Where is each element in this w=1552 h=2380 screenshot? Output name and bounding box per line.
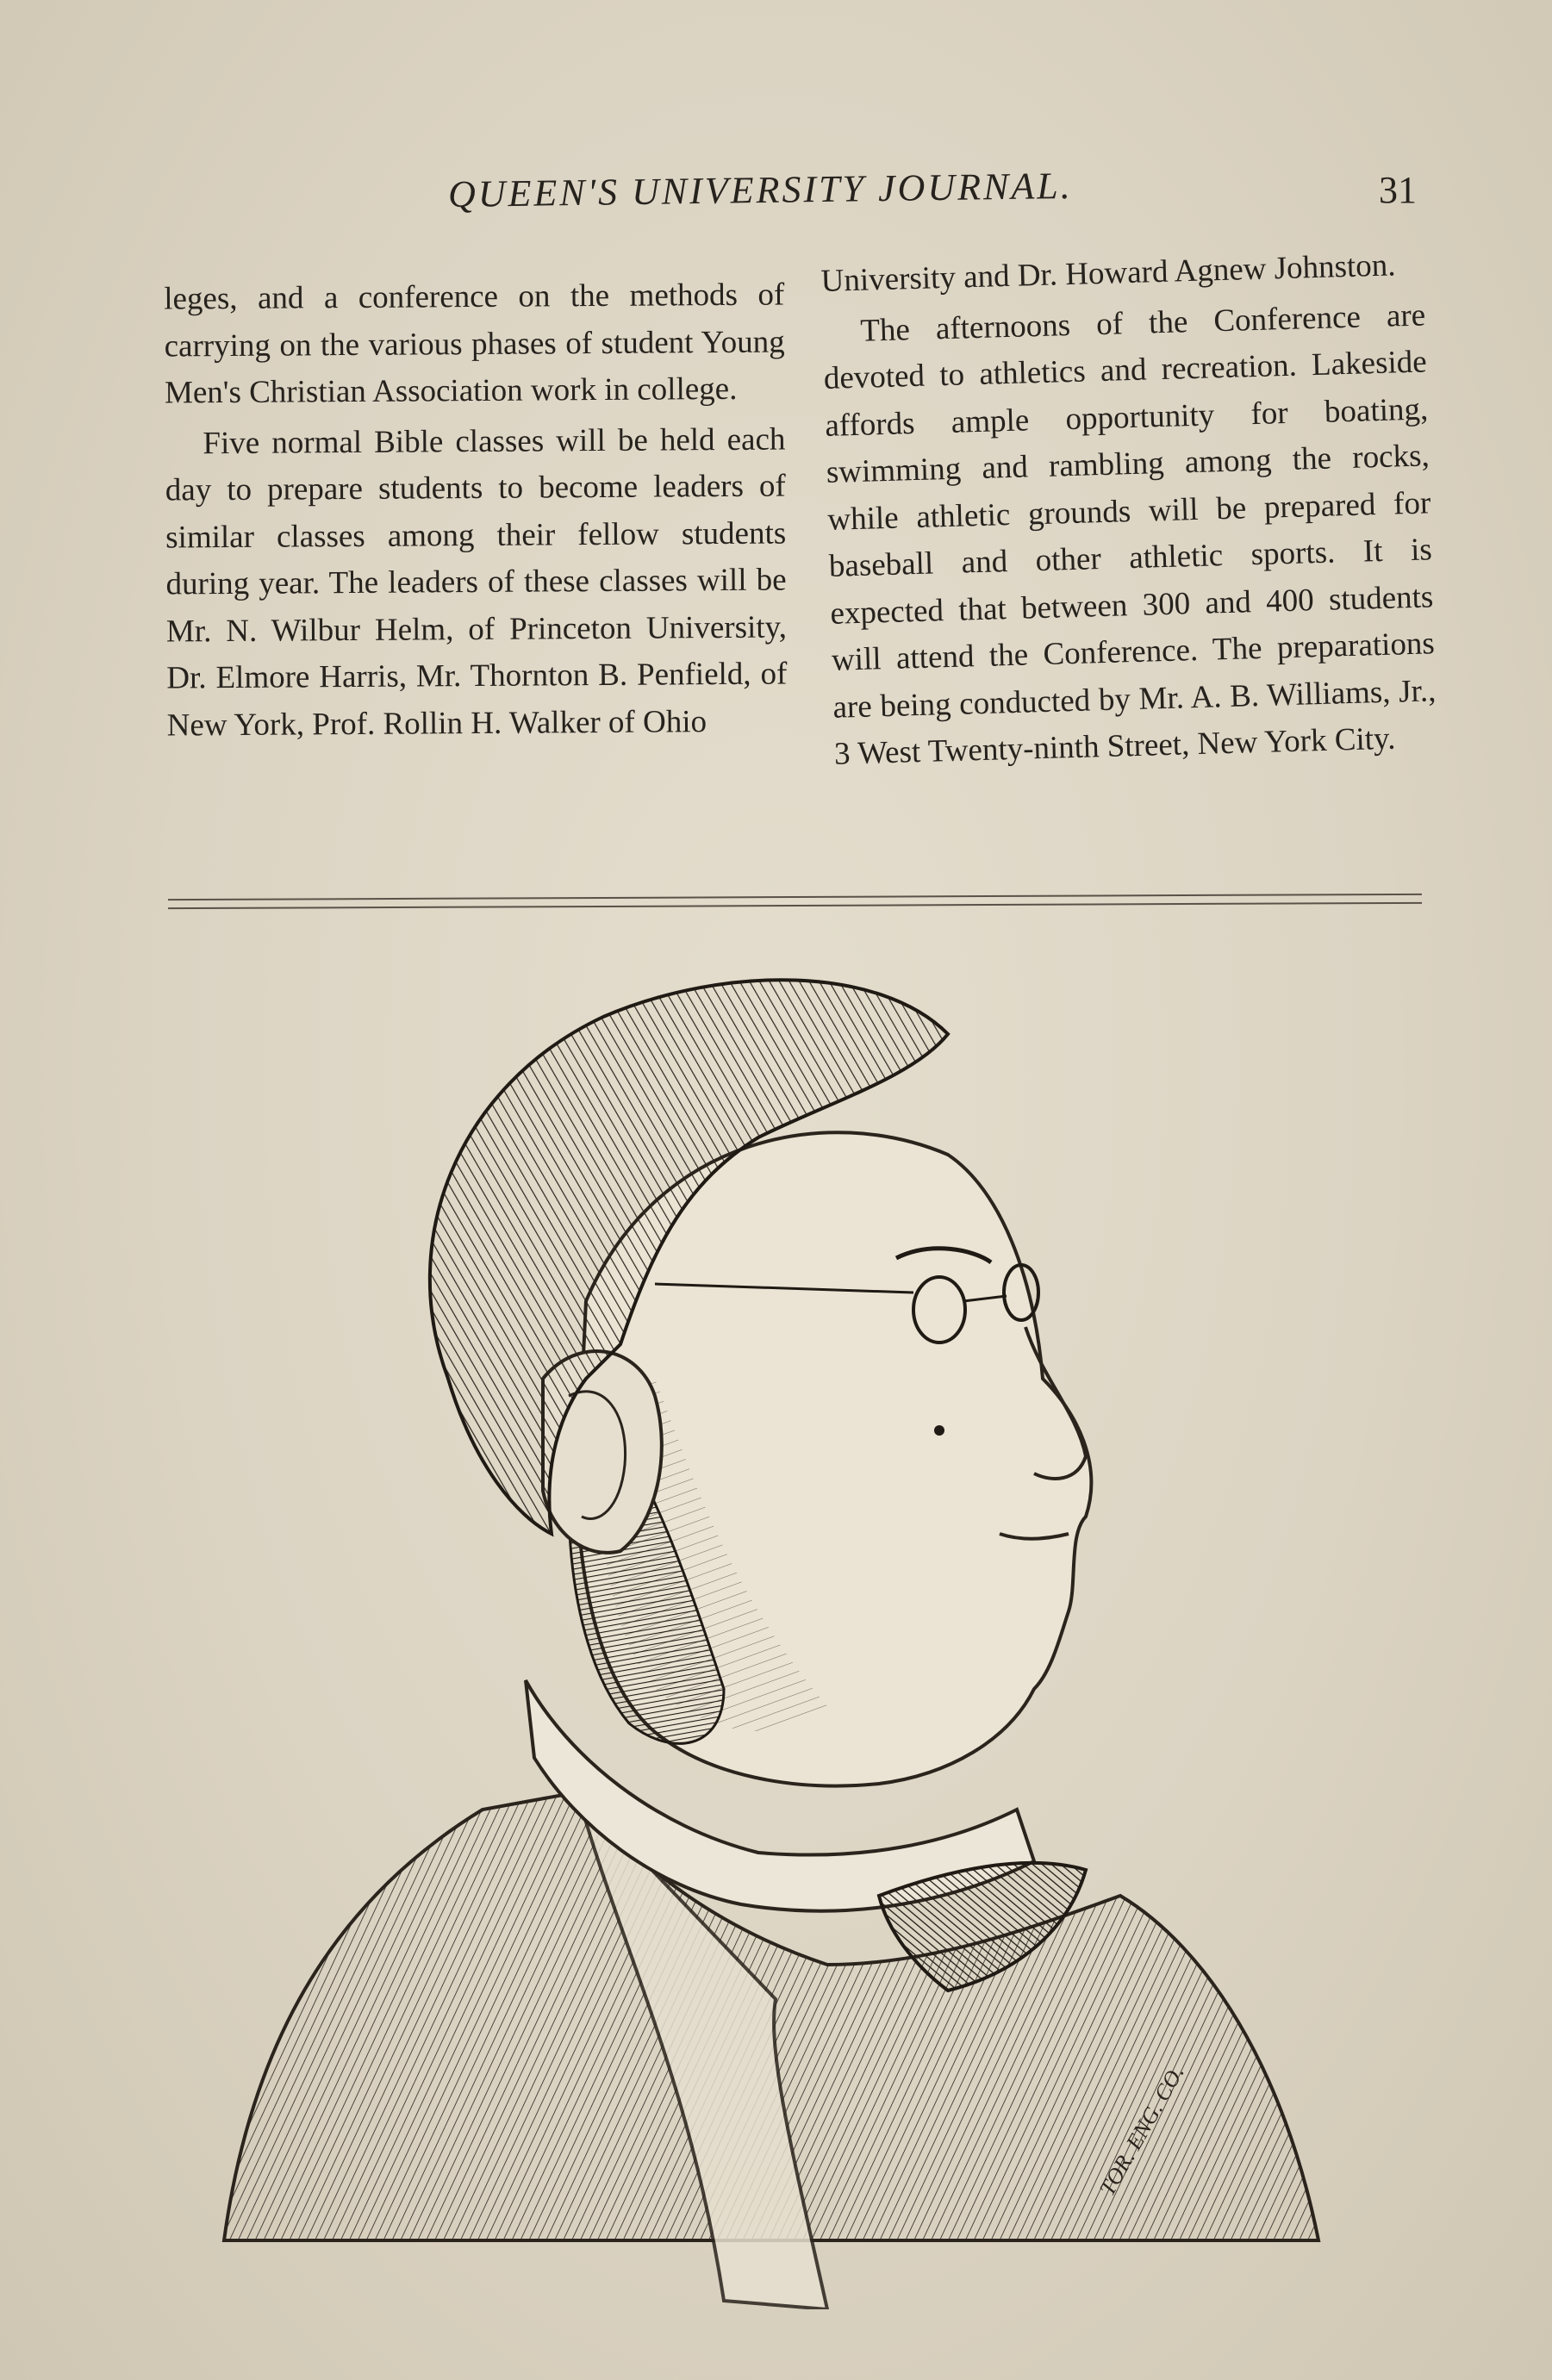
running-header-title: QUEEN'S UNIVERSITY JOURNAL. bbox=[447, 164, 1074, 216]
double-rule-divider bbox=[168, 894, 1422, 909]
paragraph: The afternoons of the Conference are devoted to athletics and recreation. Lakeside affords ample opportunity for boating, swimming and rambling among the rocks, while athletic grounds will be prepared for baseball and other athletic sports. It is expected that between 300 and 400 students will attend the Conference. The preparations are being conducted by Mr. A. B. Williams, Jr., 3 West Twenty-ninth Street, New York City. bbox=[823, 296, 1437, 772]
paragraph: leges, and a conference on the methods of carrying on the various phases of student Young Men's Christian Association work in college. bbox=[164, 277, 785, 411]
left-text-column bbox=[164, 271, 788, 752]
paragraph: Five normal Bible classes will be held each day to prepare students to become leaders of similar classes among their fellow students during year. The leaders of these classes will be Mr. N. Wilbur Helm, of Princeton University, Dr. Elmore Harris, Mr. Thornton B. Penfield, of New York, Prof. Rollin H. Walker of Ohio bbox=[165, 421, 788, 744]
engraver-credit: TOR. ENG. CO. bbox=[1094, 2060, 1189, 2200]
paragraph: University and Dr. Howard Agnew Johnston. bbox=[820, 247, 1397, 299]
engraved-portrait-illustration bbox=[172, 931, 1396, 2309]
right-text-column bbox=[820, 241, 1438, 782]
page-number: 31 bbox=[1379, 169, 1417, 211]
